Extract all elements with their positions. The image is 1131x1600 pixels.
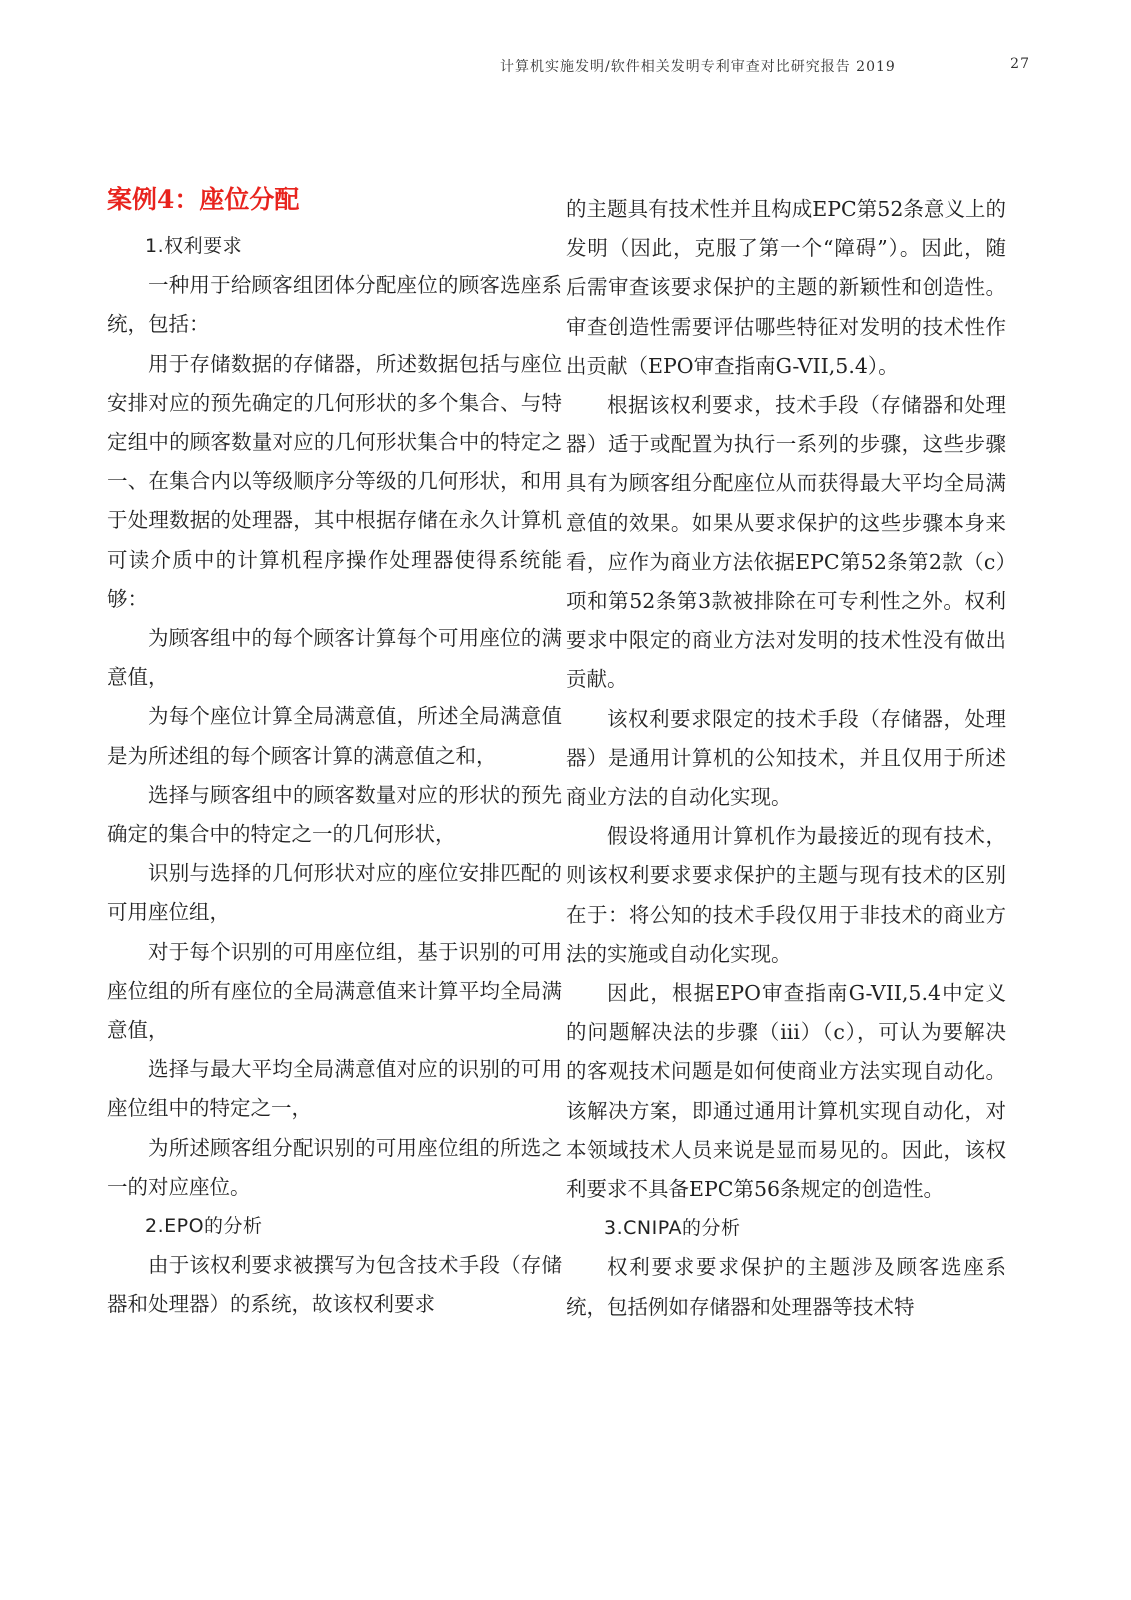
epo-analysis-prior-art: 假设将通用计算机作为最接近的现有技术，则该权利要求要求保护的主题与现有技术的区别在于：将公知的技术手段仅用于非技术的商业方法的实施或自动化实现。 — [566, 824, 1006, 966]
cnipa-analysis-paragraph: 权利要求要求保护的主题涉及顾客选座系统，包括例如存储器和处理器等技术特 — [566, 1255, 1006, 1319]
claim-step-global-satisfaction: 为每个座位计算全局满意值，所述全局满意值是为所述组的每个顾客计算的满意值之和， — [107, 704, 562, 768]
claim-step-assign: 为所述顾客组分配识别的可用座位组的所选之一的对应座位。 — [107, 1135, 562, 1199]
claim-step-select-max: 选择与最大平均全局满意值对应的识别的可用座位组中的特定之一， — [107, 1057, 562, 1121]
epo-analysis-conclusion: 因此，根据EPO审查指南G-VII,5.4中定义的问题解决法的步骤（iii）（c），可认为要解决的客观技术问题是如何使商业方法实现自动化。该解决方案，即通过通用计算机实现自动化，对本领域技术人员来说是显而易见的。因此，该权利要求不具备EPC第56条规定的创造性。 — [566, 981, 1006, 1202]
right-column — [566, 190, 1006, 1327]
epo-analysis-paragraph: 由于该权利要求被撰写为包含技术手段（存储器和处理器）的系统，故该权利要求 — [107, 1253, 562, 1317]
page-number: 27 — [1010, 56, 1030, 72]
left-column — [107, 185, 562, 1325]
claim-preamble: 一种用于给顾客组团体分配座位的顾客选座系统，包括： — [107, 273, 562, 337]
claim-step-select-shape: 选择与顾客组中的顾客数量对应的形状的预先确定的集合中的特定之一的几何形状， — [107, 782, 562, 847]
section-heading-claims: 1.权利要求 — [145, 235, 243, 257]
epo-analysis-general-computer: 该权利要求限定的技术手段（存储器，处理器）是通用计算机的公知技术，并且仅用于所述商业方法的自动化实现。 — [566, 706, 1006, 810]
claim-step-identify-groups: 识别与选择的几何形状对应的座位安排匹配的可用座位组， — [107, 861, 562, 925]
running-header — [500, 56, 1030, 82]
header-title: 计算机实施发明/软件相关发明专利审查对比研究报告 2019 — [500, 59, 896, 75]
claim-step-average: 对于每个识别的可用座位组，基于识别的可用座位组的所有座位的全局满意值来计算平均全局满意值， — [107, 939, 562, 1043]
case-title: 案例4：座位分配 — [107, 185, 300, 214]
epo-analysis-continued: 的主题具有技术性并且构成EPC第52条意义上的发明（因此，克服了第一个“障碍”）。因此，随后需审查该要求保护的主题的新颖性和创造性。审查创造性需要评估哪些特征对发明的技术性作出贡献（EPO审查指南G-VII,5.4）。 — [566, 197, 1006, 378]
section-heading-cnipa: 3.CNIPA的分析 — [604, 1217, 741, 1240]
epo-analysis-technical-means: 根据该权利要求，技术手段（存储器和处理器）适于或配置为执行一系列的步骤，这些步骤具有为顾客组分配座位从而获得最大平均全局满意值的效果。如果从要求保护的这些步骤本身来看，应作为商业方法依据EPC第52条第2款（c）项和第52条第3款被排除在可专利性之外。权利要求中限定的商业方法对发明的技术性没有做出贡献。 — [566, 393, 1006, 692]
claim-storage-element: 用于存储数据的存储器，所述数据包括与座位安排对应的预先确定的几何形状的多个集合、与特定组中的顾客数量对应的几何形状集合中的特定之一、在集合内以等级顺序分等级的几何形状，和用于处理数据的处理器，其中根据存储在永久计算机可读介质中的计算机程序操作处理器使得系统能够： — [107, 351, 562, 611]
section-heading-epo: 2.EPO的分析 — [145, 1215, 263, 1238]
claim-step-satisfaction: 为顾客组中的每个顾客计算每个可用座位的满意值， — [107, 626, 562, 690]
